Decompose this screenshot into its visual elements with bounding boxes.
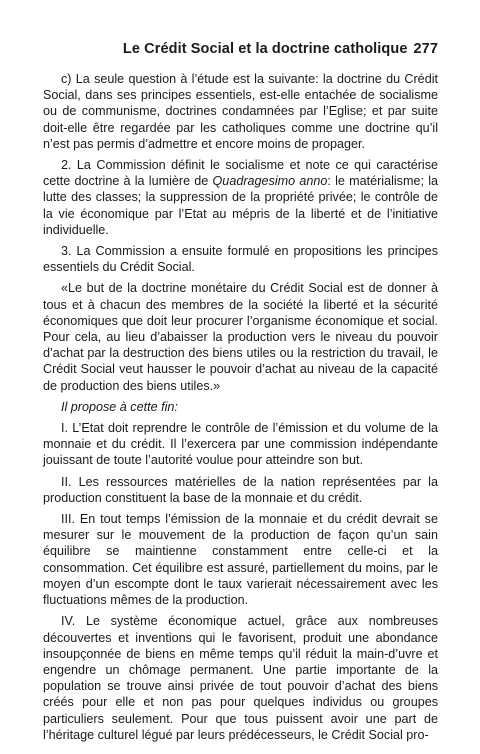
running-title: Le Crédit Social et la doctrine catholique — [122, 41, 408, 57]
book-page — [43, 40, 438, 748]
paragraph-2 — [43, 157, 438, 238]
paragraph-2-text-b: : le matérialisme; la lutte des classes; la suppression de la propriété privée; le contrôle de la vie économique par l’Etat au mépris de la liberté et de l’initiative individuelle. — [43, 174, 438, 237]
page-number: 277 — [413, 41, 438, 57]
paragraph-2-text-a: 2. La Commission définit le socialisme et note ce qui caractérise cette doctrine à la lumière de — [43, 158, 438, 189]
proposal-intro: Il propose à cette fin: — [61, 399, 178, 414]
proposition-3: III. En tout temps l’émission de la monnaie et du crédit devrait se mesurer sur le mouvement de la production de façon qu’un sain équilibre se maintienne constamment entre celle-ci et la consommation. Cet équilibre est assuré, partiellement du moins, par le moyen d’un escompte dont le taux varierait nécessairement avec les fluctuations mêmes de la production. — [43, 512, 438, 608]
proposition-1: I. L’Etat doit reprendre le contrôle de l’émission et du volume de la monnaie et du crédit. Il l’exercera par une commission indépendante jouissant de toute l’autorité voulue pour atteindre son but. — [43, 421, 438, 468]
quoted-paragraph: «Le but de la doctrine monétaire du Crédit Social est de donner à tous et à chacun des membres de la société la liberté et la sécurité économiques que doit leur procurer l’organisme économique et social. Pour cela, au lieu d’abaisser la production vers le niveau du pouvoir d’achat par la destruction des biens utiles ou la restriction du travail, le Crédit Social veut hausser le pouvoir d’achat au niveau de la capacité de production des biens utiles.» — [43, 281, 438, 393]
proposition-4: IV. Le système économique actuel, grâce aux nombreuses découvertes et inventions qui le favorisent, produit une abondance insoupçonnée de biens en même temps qu’il réduit la main-d’uvre et engendre un chômage permanent. Une partie importante de la population se trouve ainsi privée de tout pouvoir d’achat des biens créés pour elle et non pas pour quelques individus ou groupes particuliers seulement. Pour que tous puissent avoir une part de l’héritage culturel légué par leurs prédécesseurs, le Crédit Social pro- — [43, 614, 438, 742]
paragraph-3: 3. La Commission a ensuite formulé en propositions les principes essentiels du Crédit Social. — [43, 244, 438, 275]
encyclical-title: Quadragesimo anno — [212, 174, 328, 189]
paragraph-c: c) La seule question à l’étude est la suivante: la doctrine du Crédit Social, dans ses principes essentiels, est-elle entachée de socialisme ou de communisme, doctrines condamnées par l’Eglise; et par suite doit-elle être regardée par les catholiques comme une doctrine qu’il n’est pas permis d’admettre et encore moins de propager. — [43, 72, 438, 151]
running-header — [43, 40, 438, 58]
proposition-2: II. Les ressources matérielles de la nation représentées par la production constituent la base de la monnaie et du crédit. — [43, 474, 438, 505]
